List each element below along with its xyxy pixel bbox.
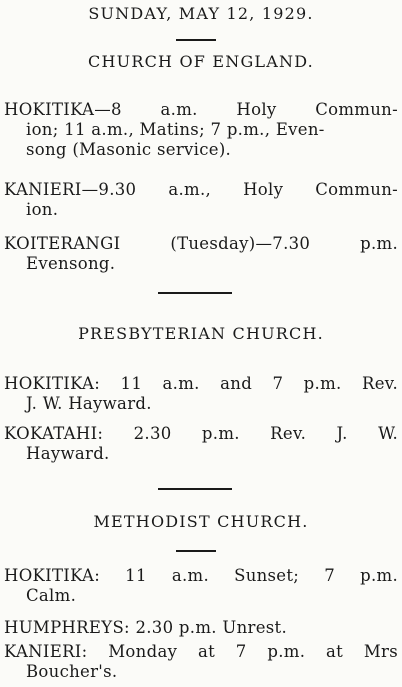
entry-line: J. W. Hayward. [26, 394, 152, 413]
service-entry-hokitika-coe [4, 100, 398, 160]
entry-line: Calm. [26, 586, 77, 605]
entry-line: ion. [26, 200, 59, 219]
entry-line: KOKATAHI: 2.30 p.m. Rev. J. W. [4, 424, 398, 443]
entry-line: ion; 11 a.m., Matins; 7 p.m., Even- [26, 120, 325, 139]
divider-rule [158, 292, 232, 294]
date-line: SUNDAY, MAY 12, 1929. [88, 4, 314, 23]
entry-line: HOKITIKA: 11 a.m. and 7 p.m. Rev. [4, 374, 398, 393]
entry-line: Boucher's. [26, 662, 118, 681]
service-entry-hokitika-methodist [4, 566, 398, 606]
service-entry-hokitika-presbyterian [4, 374, 398, 414]
entry-line: HOKITIKA—8 a.m. Holy Commun- [4, 100, 398, 119]
entry-line: HOKITIKA: 11 a.m. Sunset; 7 p.m. [4, 566, 398, 585]
section-heading-church-of-england: CHURCH OF ENGLAND. [88, 52, 314, 71]
entry-line: song (Masonic service). [26, 140, 232, 159]
divider-rule [176, 39, 216, 41]
service-entry-humphreys-methodist [4, 618, 398, 638]
entry-line: KANIERI—9.30 a.m., Holy Commun- [4, 180, 398, 199]
divider-rule [176, 550, 216, 552]
entry-line: KANIERI: Monday at 7 p.m. at Mrs [4, 642, 398, 661]
service-entry-kanieri-methodist [4, 642, 398, 682]
divider-rule [158, 488, 232, 490]
section-heading-presbyterian: PRESBYTERIAN CHURCH. [78, 324, 324, 343]
service-entry-kokatahi-presbyterian [4, 424, 398, 464]
section-heading-methodist: METHODIST CHURCH. [93, 512, 309, 531]
service-entry-kanieri-coe [4, 180, 398, 220]
entry-line: Evensong. [26, 254, 116, 273]
entry-line: HUMPHREYS: 2.30 p.m. Unrest. [4, 618, 288, 637]
entry-line: Hayward. [26, 444, 110, 463]
service-entry-koiterangi-coe [4, 234, 398, 274]
entry-line: KOITERANGI (Tuesday)—7.30 p.m. [4, 234, 398, 253]
